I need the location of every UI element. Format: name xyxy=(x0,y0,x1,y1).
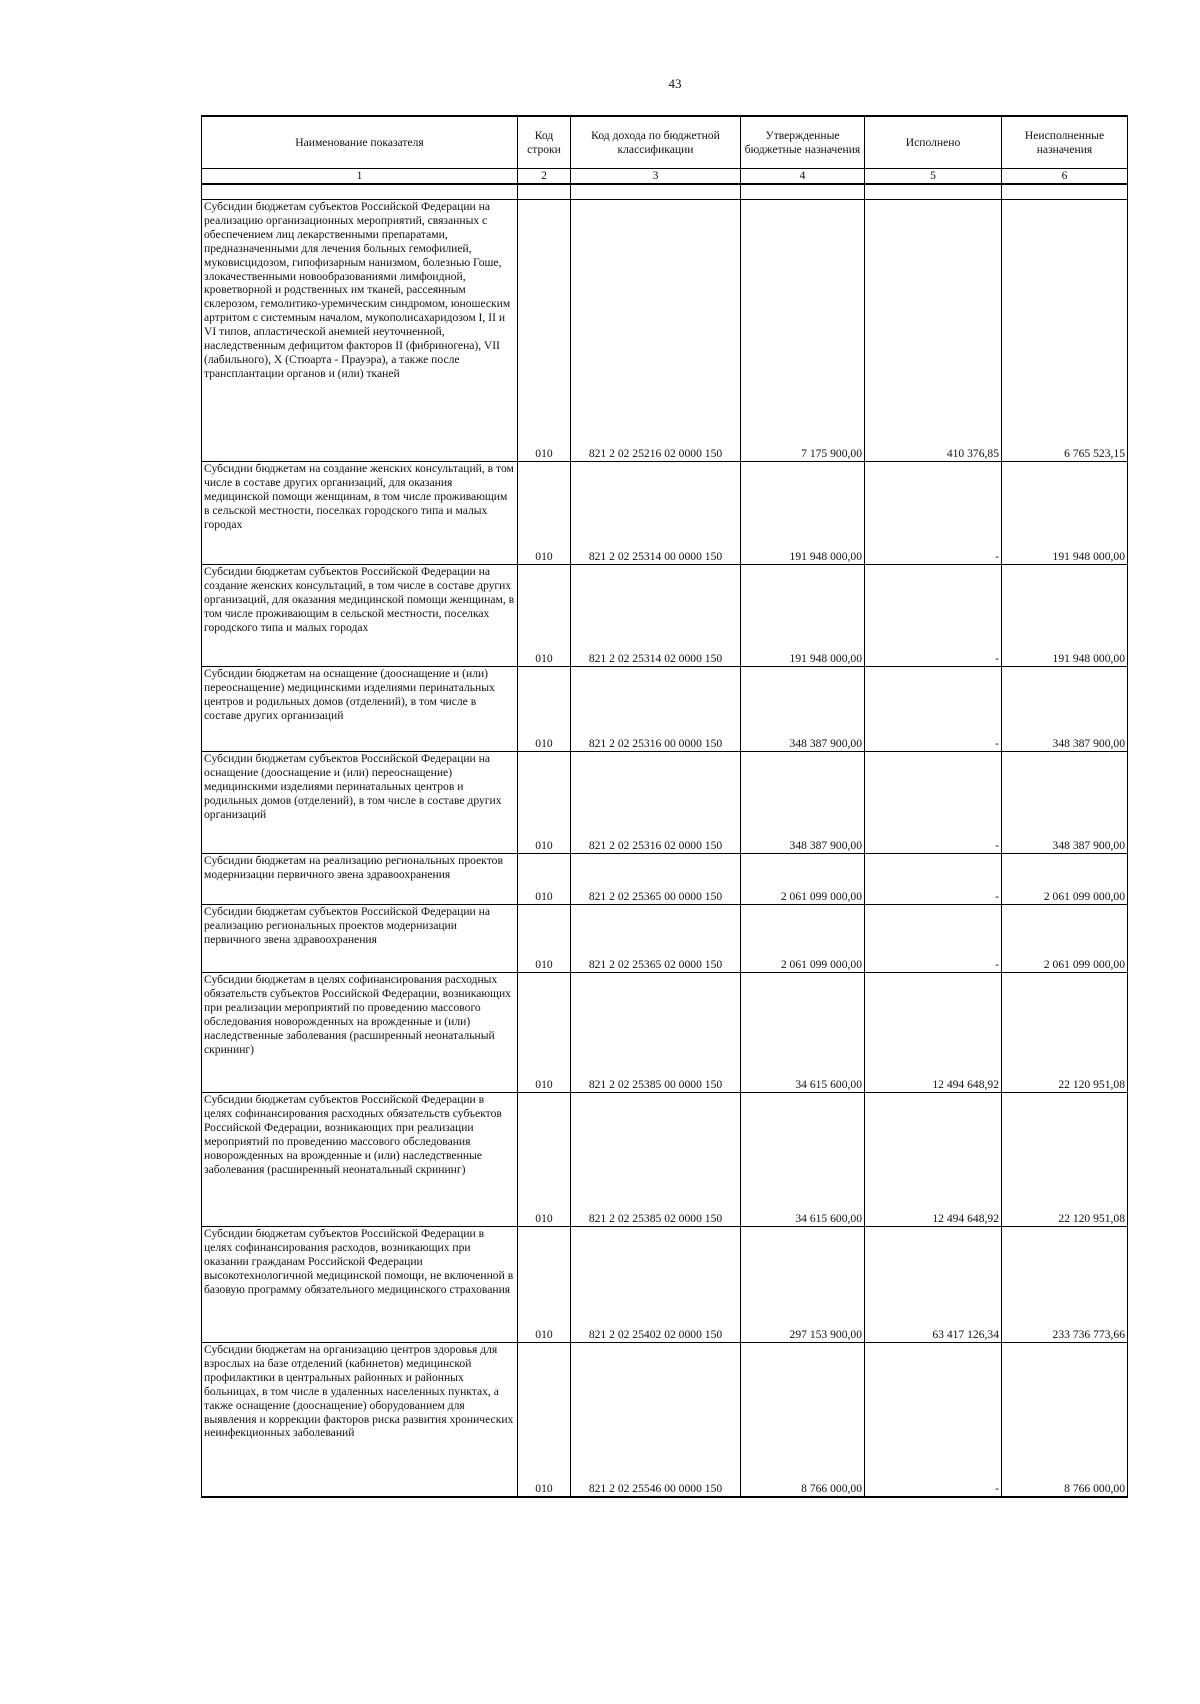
spacer-cell xyxy=(571,184,741,200)
approved-amount: 2 061 099 000,00 xyxy=(741,854,865,905)
line-code: 010 xyxy=(518,973,571,1093)
column-number: 3 xyxy=(571,169,741,185)
unexecuted-amount: 6 765 523,15 xyxy=(1002,200,1128,462)
executed-amount: - xyxy=(865,1343,1002,1497)
approved-amount: 7 175 900,00 xyxy=(741,200,865,462)
indicator-name: Субсидии бюджетам в целях софинансирования расходных обязательств субъектов Российской Федерации, возникающих при реализации мероприятий по проведению массового обследования новорожденных на врожденные и (или) наследственные заболевания (расширенный неонатальный скрининг) xyxy=(202,973,518,1093)
approved-amount: 297 153 900,00 xyxy=(741,1227,865,1343)
income-code: 821 2 02 25314 00 0000 150 xyxy=(571,462,741,565)
approved-amount: 348 387 900,00 xyxy=(741,752,865,854)
line-code: 010 xyxy=(518,905,571,973)
header-indicator-name: Наименование показателя xyxy=(202,116,518,169)
budget-income-table xyxy=(201,115,1128,1498)
line-code: 010 xyxy=(518,1343,571,1497)
income-code: 821 2 02 25316 02 0000 150 xyxy=(571,752,741,854)
header-line-code: Код строки xyxy=(518,116,571,169)
executed-amount: - xyxy=(865,752,1002,854)
approved-amount: 34 615 600,00 xyxy=(741,1093,865,1227)
header-executed: Исполнено xyxy=(865,116,1002,169)
table-header-row xyxy=(202,116,1128,169)
line-code: 010 xyxy=(518,752,571,854)
column-number: 1 xyxy=(202,169,518,185)
unexecuted-amount: 233 736 773,66 xyxy=(1002,1227,1128,1343)
executed-amount: 410 376,85 xyxy=(865,200,1002,462)
income-code: 821 2 02 25546 00 0000 150 xyxy=(571,1343,741,1497)
column-number-row xyxy=(202,169,1128,185)
table-row xyxy=(202,1343,1128,1497)
unexecuted-amount: 22 120 951,08 xyxy=(1002,1093,1128,1227)
income-code: 821 2 02 25314 02 0000 150 xyxy=(571,565,741,667)
spacer-cell xyxy=(1002,184,1128,200)
income-code: 821 2 02 25385 00 0000 150 xyxy=(571,973,741,1093)
unexecuted-amount: 348 387 900,00 xyxy=(1002,667,1128,752)
executed-amount: 12 494 648,92 xyxy=(865,1093,1002,1227)
line-code: 010 xyxy=(518,667,571,752)
executed-amount: 63 417 126,34 xyxy=(865,1227,1002,1343)
table-row xyxy=(202,752,1128,854)
unexecuted-amount: 191 948 000,00 xyxy=(1002,462,1128,565)
indicator-name: Субсидии бюджетам субъектов Российской Федерации в целях софинансирования расходных обязательств субъектов Российской Федерации, возникающих при реализации мероприятий по проведению массового обследования новорожденных на врожденные и (или) наследственные заболевания (расширенный неонатальный скрининг) xyxy=(202,1093,518,1227)
header-income-code: Код дохода по бюджетной классификации xyxy=(571,116,741,169)
income-code: 821 2 02 25385 02 0000 150 xyxy=(571,1093,741,1227)
unexecuted-amount: 2 061 099 000,00 xyxy=(1002,854,1128,905)
line-code: 010 xyxy=(518,1093,571,1227)
executed-amount: - xyxy=(865,565,1002,667)
indicator-name: Субсидии бюджетам на оснащение (дооснащение и (или) переоснащение) медицинскими изделиями перинатальных центров и родильных домов (отделений), в том числе в составе других организаций xyxy=(202,667,518,752)
table-row xyxy=(202,1093,1128,1227)
spacer-cell xyxy=(741,184,865,200)
line-code: 010 xyxy=(518,565,571,667)
line-code: 010 xyxy=(518,1227,571,1343)
table-row xyxy=(202,200,1128,462)
table-row xyxy=(202,565,1128,667)
indicator-name: Субсидии бюджетам субъектов Российской Федерации на создание женских консультаций, в том числе в составе других организаций, для оказания медицинской помощи женщинам, в том числе проживающим в сельской местности, поселках городского типа и малых городах xyxy=(202,565,518,667)
unexecuted-amount: 8 766 000,00 xyxy=(1002,1343,1128,1497)
approved-amount: 191 948 000,00 xyxy=(741,462,865,565)
header-approved: Утвержденные бюджетные назначения xyxy=(741,116,865,169)
column-number: 5 xyxy=(865,169,1002,185)
indicator-name: Субсидии бюджетам субъектов Российской Федерации на реализацию региональных проектов модернизации первичного звена здравоохранения xyxy=(202,905,518,973)
table-row xyxy=(202,905,1128,973)
table-row xyxy=(202,854,1128,905)
column-number: 2 xyxy=(518,169,571,185)
unexecuted-amount: 191 948 000,00 xyxy=(1002,565,1128,667)
column-number: 6 xyxy=(1002,169,1128,185)
unexecuted-amount: 22 120 951,08 xyxy=(1002,973,1128,1093)
approved-amount: 348 387 900,00 xyxy=(741,667,865,752)
income-code: 821 2 02 25365 00 0000 150 xyxy=(571,854,741,905)
table-row xyxy=(202,667,1128,752)
spacer-row xyxy=(202,184,1128,200)
indicator-name: Субсидии бюджетам субъектов Российской Федерации на реализацию организационных мероприятий, связанных с обеспечением лиц лекарственными препаратами, предназначенными для лечения больных гемофилией, муковисцидозом, гипофизарным нанизмом, болезнью Гоше, злокачественными новообразованиями лимфоидной, кроветворной и родственных им тканей, рассеянным склерозом, гемолитико-уремическим синдромом, юношеским артритом с системным началом, мукополисахаридозом I, II и VI типов, апластической анемией неуточненной, наследственным дефицитом факторов II (фибриногена), VII (лабильного), X (Стюарта - Прауэра), а также после трансплантации органов и (или) тканей xyxy=(202,200,518,462)
line-code: 010 xyxy=(518,200,571,462)
executed-amount: - xyxy=(865,854,1002,905)
income-code: 821 2 02 25402 02 0000 150 xyxy=(571,1227,741,1343)
executed-amount: 12 494 648,92 xyxy=(865,973,1002,1093)
indicator-name: Субсидии бюджетам субъектов Российской Федерации на оснащение (дооснащение и (или) переоснащение) медицинскими изделиями перинатальных центров и родильных домов (отделений), в том числе в составе других организаций xyxy=(202,752,518,854)
indicator-name: Субсидии бюджетам субъектов Российской Федерации в целях софинансирования расходов, возникающих при оказании гражданам Российской Федерации высокотехнологичной медицинской помощи, не включенной в базовую программу обязательного медицинского страхования xyxy=(202,1227,518,1343)
income-code: 821 2 02 25316 00 0000 150 xyxy=(571,667,741,752)
header-unexecuted: Неисполненные назначения xyxy=(1002,116,1128,169)
line-code: 010 xyxy=(518,462,571,565)
table-row xyxy=(202,973,1128,1093)
approved-amount: 34 615 600,00 xyxy=(741,973,865,1093)
unexecuted-amount: 2 061 099 000,00 xyxy=(1002,905,1128,973)
executed-amount: - xyxy=(865,905,1002,973)
spacer-cell xyxy=(865,184,1002,200)
table-row xyxy=(202,462,1128,565)
page-number: 43 xyxy=(668,76,682,91)
approved-amount: 8 766 000,00 xyxy=(741,1343,865,1497)
approved-amount: 2 061 099 000,00 xyxy=(741,905,865,973)
column-number: 4 xyxy=(741,169,865,185)
approved-amount: 191 948 000,00 xyxy=(741,565,865,667)
income-code: 821 2 02 25216 02 0000 150 xyxy=(571,200,741,462)
indicator-name: Субсидии бюджетам на организацию центров здоровья для взрослых на базе отделений (кабинетов) медицинской профилактики в центральных районных и районных больницах, в том числе в удаленных населенных пунктах, а также оснащение (дооснащение) оборудованием для выявления и коррекции факторов риска развития хронических неинфекционных заболеваний xyxy=(202,1343,518,1497)
executed-amount: - xyxy=(865,462,1002,565)
line-code: 010 xyxy=(518,854,571,905)
spacer-cell xyxy=(202,184,518,200)
indicator-name: Субсидии бюджетам на создание женских консультаций, в том числе в составе других организаций, для оказания медицинской помощи женщинам, в том числе проживающим в сельской местности, поселках городского типа и малых городах xyxy=(202,462,518,565)
indicator-name: Субсидии бюджетам на реализацию региональных проектов модернизации первичного звена здравоохранения xyxy=(202,854,518,905)
unexecuted-amount: 348 387 900,00 xyxy=(1002,752,1128,854)
executed-amount: - xyxy=(865,667,1002,752)
income-code: 821 2 02 25365 02 0000 150 xyxy=(571,905,741,973)
table-row xyxy=(202,1227,1128,1343)
spacer-cell xyxy=(518,184,571,200)
